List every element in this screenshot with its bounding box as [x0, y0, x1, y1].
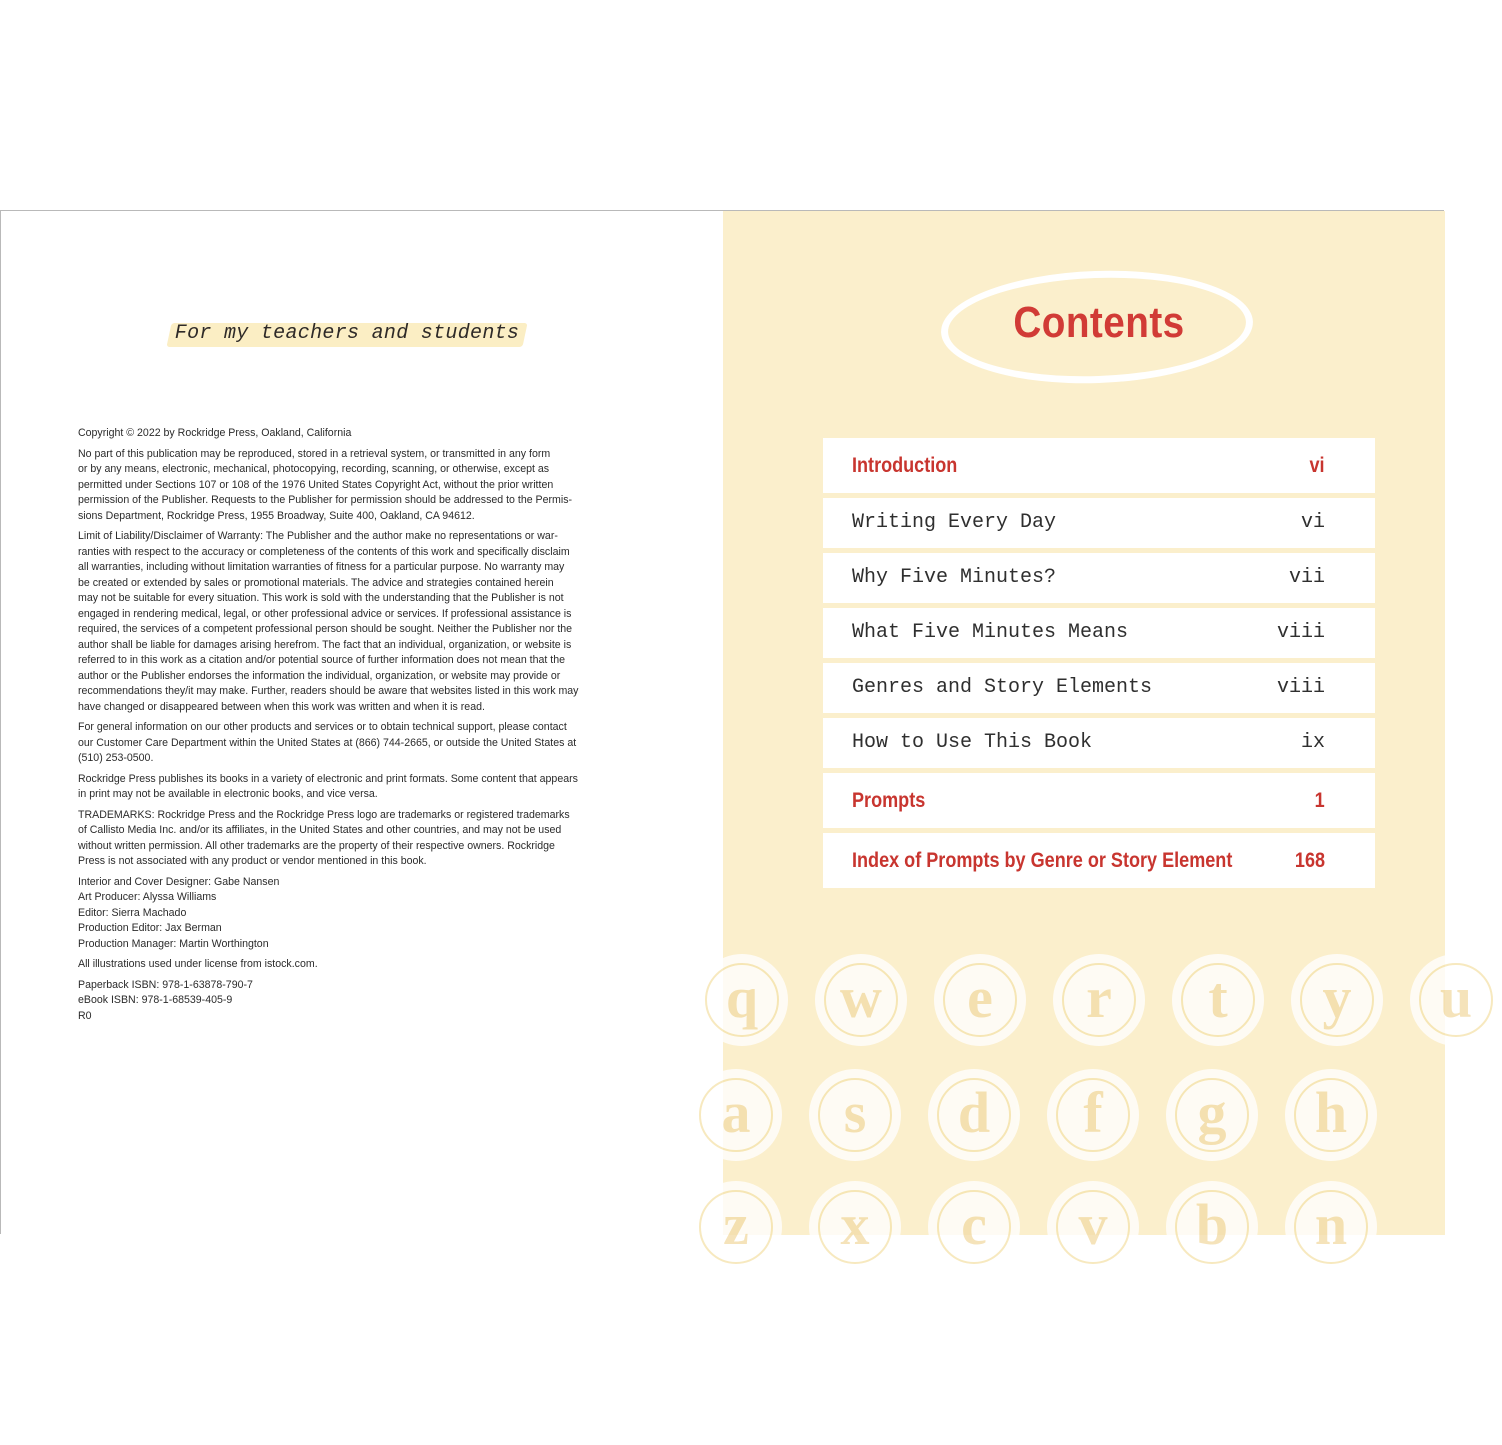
toc-entry-page: vi — [1300, 511, 1325, 534]
typewriter-key — [815, 954, 907, 1046]
toc-entry-label: How to Use This Book — [852, 731, 1093, 754]
legal-line: permitted under Sections 107 or 108 of the 1976 United States Copyright Act, without the prior written — [78, 478, 554, 491]
typewriter-key — [928, 1069, 1020, 1161]
copyright-line: Copyright © 2022 by Rockridge Press, Oakland, California — [78, 427, 352, 439]
table-of-contents — [823, 438, 1375, 893]
formats-paragraph — [78, 772, 616, 803]
toc-entry-page: viii — [1276, 621, 1325, 644]
legal-line: Interior and Cover Designer: Gabe Nansen — [78, 875, 280, 888]
liability-paragraph — [78, 529, 616, 715]
toc-entry[interactable] — [823, 438, 1375, 493]
typewriter-key — [1166, 1069, 1258, 1161]
legal-line: For general information on our other products and services or to obtain technical support, please contact — [78, 721, 567, 733]
legal-line: author or the Publisher endorses the information the individual, organization, or website may provide or — [78, 669, 561, 682]
typewriter-key-letter: z — [723, 1192, 749, 1257]
trademarks-paragraph — [78, 808, 616, 870]
contents-page — [721, 211, 1473, 1257]
legal-line: TRADEMARKS: Rockridge Press and the Rockridge Press logo are trademarks or registered trademarks — [78, 808, 570, 821]
toc-entry[interactable] — [823, 718, 1375, 768]
typewriter-key — [809, 1181, 901, 1273]
legal-line: Art Producer: Alyssa Williams — [78, 891, 217, 903]
legal-line: or by any means, electronic, mechanical, photocopying, recording, scanning, or otherwise, except as — [78, 463, 550, 475]
legal-line: ranties with respect to the accuracy or completeness of the contents of this work and specifically disclaim — [78, 545, 570, 558]
dedication-text: For my teachers and students — [174, 322, 520, 345]
toc-entry-label: Writing Every Day — [852, 511, 1057, 534]
typewriter-key — [690, 1181, 782, 1273]
typewriter-key-letter: w — [840, 965, 882, 1030]
typewriter-key-letter: a — [721, 1080, 751, 1145]
typewriter-key — [934, 954, 1026, 1046]
typewriter-key-letter: s — [843, 1080, 867, 1145]
typewriter-key — [696, 954, 788, 1046]
legal-line: have changed or disappeared between when this work was written and when it is read. — [78, 700, 485, 713]
legal-line: all warranties, including without limitation warranties of fitness for a particular purpose. No warranty may — [78, 561, 565, 573]
typewriter-key-letter: x — [840, 1192, 870, 1257]
legal-line: Production Editor: Jax Berman — [78, 922, 222, 934]
typewriter-key — [1047, 1069, 1139, 1161]
toc-entry-page: 168 — [1294, 849, 1325, 872]
typewriter-key-letter: y — [1322, 965, 1352, 1030]
legal-line: No part of this publication may be reproduced, stored in a retrieval system, or transmitted in any form — [78, 447, 551, 460]
legal-line: be created or extended by sales or promotional materials. The advice and strategies contained herein — [78, 576, 554, 589]
typewriter-key — [1285, 1069, 1377, 1161]
legal-line: recommendations they/it may make. Further, readers should be aware that websites listed in this work may — [78, 685, 579, 697]
toc-entry[interactable] — [823, 833, 1375, 888]
toc-entry[interactable] — [823, 773, 1375, 828]
legal-line: Production Manager: Martin Worthington — [78, 937, 269, 950]
legal-line: engaged in rendering medical, legal, or other professional advice or services. If professional assistance is — [78, 607, 572, 620]
legal-line: R0 — [78, 1009, 92, 1022]
toc-entry-label: Index of Prompts by Genre or Story Element — [852, 849, 1233, 872]
legal-line: without written permission. All other trademarks are the property of their respective owners. Rockridge — [78, 839, 555, 852]
typewriter-key-letter: d — [957, 1080, 991, 1145]
legal-line: may not be suitable for every situation. This work is sold with the understanding that the Publisher is not — [78, 592, 564, 604]
legal-line: Rockridge Press publishes its books in a variety of electronic and print formats. Some content that appears — [78, 772, 578, 785]
typewriter-key-letter: h — [1314, 1080, 1348, 1145]
copyright-page — [1, 211, 723, 1235]
legal-line: Press is not associated with any product or vendor mentioned in this book. — [78, 855, 427, 867]
legal-line: Paperback ISBN: 978-1-63878-790-7 — [78, 978, 253, 991]
book-spread — [0, 210, 1473, 1257]
typewriter-key — [809, 1069, 901, 1161]
toc-entry-page: vii — [1288, 566, 1325, 589]
typewriter-key-letter: e — [967, 965, 993, 1030]
support-paragraph — [78, 720, 616, 767]
typewriter-key — [928, 1181, 1020, 1273]
legal-line: in print may not be available in electronic books, and vice versa. — [78, 788, 378, 800]
toc-entry-page: vi — [1309, 454, 1325, 477]
typewriter-key-letter: c — [961, 1192, 987, 1257]
toc-entry-page: viii — [1276, 676, 1325, 699]
typewriter-key — [1291, 954, 1383, 1046]
toc-entry-label: Introduction — [852, 454, 958, 477]
reproduction-paragraph — [78, 447, 616, 525]
legal-line: eBook ISBN: 978-1-68539-405-9 — [78, 994, 233, 1006]
legal-text — [78, 426, 616, 1029]
typewriter-key-letter: t — [1208, 965, 1228, 1030]
legal-line: permission of the Publisher. Requests to the Publisher for permission should be addressed to the Permis- — [78, 494, 573, 506]
legal-line: of Callisto Media Inc. and/or its affiliates, in the United States and other countries, and may not be used — [78, 824, 562, 836]
legal-line: Limit of Liability/Disclaimer of Warranty: The Publisher and the author make no representations or war- — [78, 530, 558, 542]
toc-entry[interactable] — [823, 608, 1375, 658]
typewriter-key — [1047, 1181, 1139, 1273]
typewriter-key-letter: v — [1078, 1192, 1108, 1257]
toc-entry[interactable] — [823, 553, 1375, 603]
toc-entry[interactable] — [823, 498, 1375, 548]
typewriter-key-letter: b — [1195, 1192, 1229, 1257]
toc-entry[interactable] — [823, 663, 1375, 713]
typewriter-key-letter: q — [725, 965, 759, 1030]
legal-line: (510) 253-0500. — [78, 752, 154, 764]
typewriter-key-letter: f — [1083, 1080, 1103, 1145]
typewriter-key-letter: g — [1197, 1080, 1227, 1145]
toc-entry-page: ix — [1300, 731, 1325, 754]
typewriter-key — [1172, 954, 1264, 1046]
typewriter-key — [690, 1069, 782, 1161]
typewriter-key — [1166, 1181, 1258, 1273]
toc-entry-label: Genres and Story Elements — [852, 676, 1153, 699]
legal-line: Editor: Sierra Machado — [78, 906, 187, 919]
toc-entry-label: What Five Minutes Means — [852, 621, 1129, 644]
toc-entry-label: Prompts — [852, 789, 926, 812]
isbn-list — [78, 978, 616, 1025]
illustrations-line: All illustrations used under license from istock.com. — [78, 958, 318, 970]
dedication — [169, 319, 525, 349]
legal-line: referred to in this work as a citation and/or potential source of further information does not mean that the — [78, 654, 565, 666]
contents-title: Contents — [1013, 298, 1185, 347]
toc-entry-page: 1 — [1314, 789, 1325, 812]
credits-list — [78, 875, 616, 953]
typewriter-key-letter: n — [1314, 1192, 1348, 1257]
legal-line: required, the services of a competent professional person should be sought. Neither the Publisher nor the — [78, 623, 573, 635]
typewriter-key-letter: r — [1086, 965, 1112, 1030]
typewriter-key — [1053, 954, 1145, 1046]
toc-entry-label: Why Five Minutes? — [852, 566, 1057, 589]
legal-line: our Customer Care Department within the United States at (866) 744-2665, or outside the United States at — [78, 736, 577, 749]
legal-line: sions Department, Rockridge Press, 1955 Broadway, Suite 400, Oakland, CA 94612. — [78, 509, 475, 522]
legal-line: author shall be liable for damages arising herefrom. The fact that an individual, organization, or website is — [78, 638, 572, 651]
typewriter-key — [1410, 954, 1502, 1046]
typewriter-key-letter: u — [1439, 965, 1473, 1030]
typewriter-key — [1285, 1181, 1377, 1273]
